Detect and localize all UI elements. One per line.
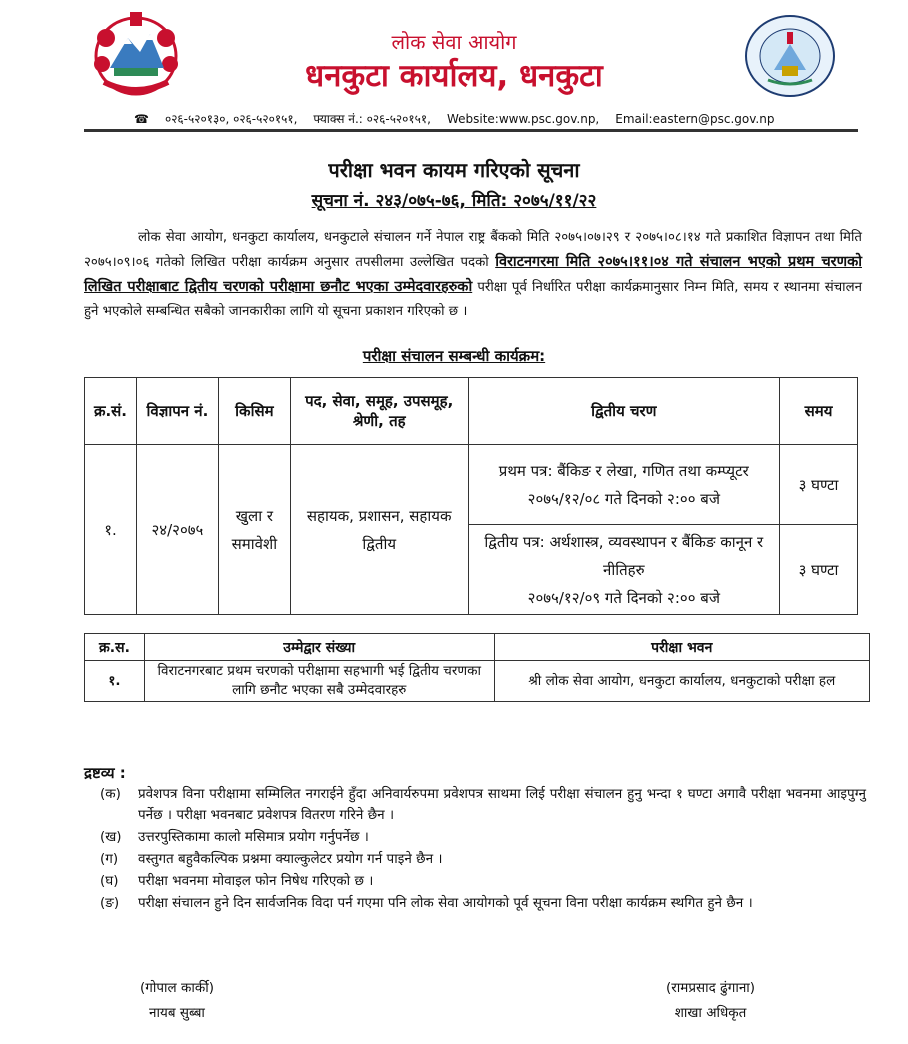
notice-number: सूचना नं. २४३/०७५-७६, मिति: २०७५/११/२२ <box>311 191 597 211</box>
col-adv: विज्ञापन नं. <box>136 378 218 445</box>
row-hall: श्री लोक सेवा आयोग, धनकुटा कार्यालय, धनकुटाको परीक्षा हल <box>494 661 870 702</box>
table-header-row <box>85 634 870 661</box>
telephone-icon: ☎ <box>134 112 149 126</box>
table-row <box>85 661 870 702</box>
row-type: खुला र समावेशी <box>218 445 290 615</box>
list-item: (घ) परीक्षा भवनमा मोवाइल फोन निषेध गरिएको छ । <box>100 873 374 889</box>
paper2-cell: द्वितीय पत्र: अर्थशास्त्र, व्यवस्थापन र बैंकिङ कानून र नीतिहरु २०७५/१२/०९ गते दिनको २:०० बजे <box>468 525 779 615</box>
paper2-time: ३ घण्टा <box>780 525 858 615</box>
fax-number: फ्याक्स नं.: ०२६-५२०१५१, <box>313 112 431 126</box>
row-post: सहायक, प्रशासन, सहायक द्वितीय <box>290 445 468 615</box>
contact-line <box>134 110 790 127</box>
program-table <box>84 377 858 615</box>
col-hall: परीक्षा भवन <box>494 634 870 661</box>
list-item: (ङ) परीक्षा संचालन हुने दिन सार्वजनिक विदा पर्न गएमा पनि लोक सेवा आयोगको पूर्व सूचना विना परीक्षा कार्यक्रम स्थगित हुने छैन । <box>100 895 753 911</box>
table-row <box>85 445 858 525</box>
row-sn: १. <box>85 445 137 615</box>
row-adv: २४/२०७५ <box>136 445 218 615</box>
office-name: धनकुटा कार्यालय, धनकुटा <box>305 58 603 94</box>
organization-name: लोक सेवा आयोग <box>391 30 517 54</box>
list-item: (क) प्रवेशपत्र विना परीक्षामा सम्मिलित नगराईने हुँदा अनिवार्यरुपमा प्रवेशपत्र साथमा लिई परीक्षा संचालन हुनु भन्दा १ घण्टा अगावै परीक्षा भवनमा आइपुग्नु पर्नेछ । परीक्षा भवनबाट प्रवेशपत्र वितरण गरिने छैन । <box>100 786 866 823</box>
website-link[interactable]: Website:www.psc.gov.np, <box>446 112 600 126</box>
table-header-row <box>85 378 858 445</box>
email-link[interactable]: Email:eastern@psc.gov.np <box>615 112 775 126</box>
col-time: समय <box>780 378 858 445</box>
phone-numbers: ०२६-५२०१३०, ०२६-५२०१५१, <box>164 112 298 126</box>
col-type: किसिम <box>218 378 290 445</box>
col-sn: क्र.सं. <box>85 378 137 445</box>
program-heading: परीक्षा संचालन सम्बन्धी कार्यक्रम: <box>362 347 546 365</box>
list-item: (ख) उत्तरपुस्तिकामा कालो मसिमात्र प्रयोग गर्नुपर्नेछ । <box>100 829 369 845</box>
signature-left: (गोपाल कार्की) नायब सुब्बा <box>140 980 214 1021</box>
notes-title: द्रष्टव्य : <box>84 764 126 782</box>
notice-title: परीक्षा भवन कायम गरिएको सूचना <box>328 158 580 182</box>
paper1-cell: प्रथम पत्र: बैंकिङ र लेखा, गणित तथा कम्प्यूटर २०७५/१२/०८ गते दिनको २:०० बजे <box>468 445 779 525</box>
notice-paragraph: लोक सेवा आयोग, धनकुटा कार्यालय, धनकुटाले संचालन गर्ने नेपाल राष्ट्र बैंकको मिति २०७५।०७।२९ र २०७५।०८।१४ गते प्रकाशित विज्ञापन तथा मिति २०७५।०९।०६ गतेको लिखित परीक्षा कार्यक्रम अनुसार तपसीलमा उल्लेखित पदको विराटनगरमा मिति २०७५।११।०४ गते संचालन भएको प्रथम चरणको लिखित परीक्षाबाट द्वितीय चरणको परीक्षामा छनौट भएका उम्मेदवारहरुको परीक्षा पूर्व निर्धारित परीक्षा कार्यक्रमानुसार निम्न मिति, समय र स्थानमा संचालन हुने भएकोले सम्बन्धित सबैको जानकारीका लागि यो सूचना प्रकाशन गरिएको छ । <box>84 230 862 319</box>
highlighted-text: विराटनगरमा मिति २०७५।११।०४ गते संचालन भएको प्रथम चरणको लिखित परीक्षाबाट द्वितीय चरणको परीक्षामा छनौट भएका उम्मेदवारहरुको <box>84 254 862 295</box>
col-sn: क्र.स. <box>85 634 145 661</box>
col-count: उम्मेद्वार संख्या <box>144 634 494 661</box>
venue-table <box>84 633 870 702</box>
signature-right: (रामप्रसाद ढुंगाना) शाखा अधिकृत <box>666 980 756 1021</box>
notes-list <box>100 784 866 915</box>
col-stage: द्वितीय चरण <box>468 378 779 445</box>
col-post: पद, सेवा, समूह, उपसमूह, श्रेणी, तह <box>290 378 468 445</box>
paper1-time: ३ घण्टा <box>780 445 858 525</box>
row-sn: १. <box>85 661 145 702</box>
list-item: (ग) वस्तुगत बहुवैकल्पिक प्रश्नमा क्याल्कुलेटर प्रयोग गर्न पाइने छैन । <box>100 851 443 867</box>
row-count: विराटनगरबाट प्रथम चरणको परीक्षामा सहभागी भई द्वितीय चरणका लागि छनौट भएका सबै उम्मेदवारहरु <box>144 661 494 702</box>
header-divider <box>84 129 858 132</box>
